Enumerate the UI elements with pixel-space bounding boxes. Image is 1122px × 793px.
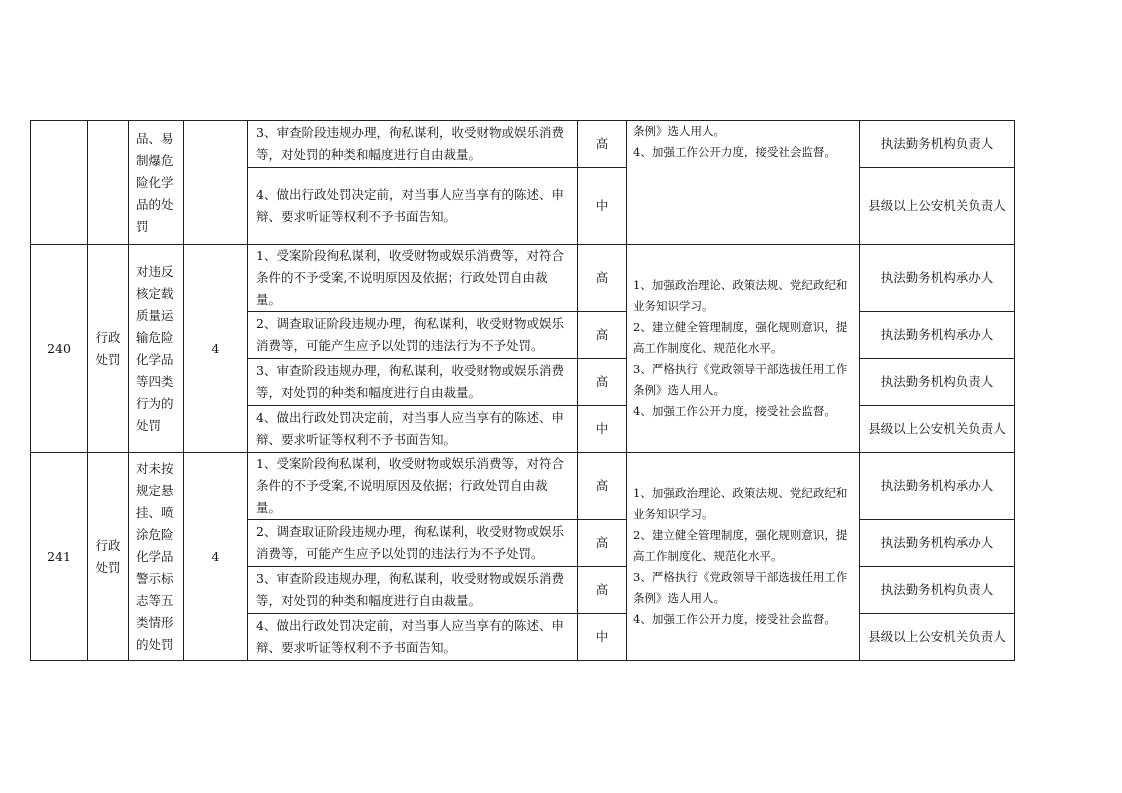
risk-level: 高 — [578, 520, 627, 567]
item-name-line: 险化学 — [136, 174, 174, 190]
risk-count: 4 — [184, 453, 248, 661]
responsible-person: 执法勤务机构负责人 — [860, 359, 1015, 406]
measure-item: 1、加强政治理论、政策法规、党纪政纪和业务知识学习。 — [633, 486, 848, 521]
risk-count — [184, 121, 248, 245]
item-name-line: 类情形 — [136, 614, 174, 630]
item-name-line: 对未按 — [136, 460, 174, 476]
prevention-measures — [627, 453, 860, 661]
prevention-measures — [627, 245, 860, 453]
risk-description: 3、审查阶段违规办理，徇私谋利，收受财物或娱乐消费等，对处罚的种类和幅度进行自由裁量。 — [248, 359, 578, 406]
item-name-line: 质量运 — [136, 307, 174, 323]
risk-description: 2、调查取证阶段违规办理，徇私谋利，收受财物或娱乐消费等，可能产生应予以处罚的违法行为不予处罚。 — [248, 520, 578, 567]
item-name-line: 化学品 — [136, 548, 174, 564]
table-row — [31, 453, 1015, 520]
risk-description: 3、审查阶段违规办理，徇私谋利，收受财物或娱乐消费等，对处罚的种类和幅度进行自由裁量。 — [248, 121, 578, 168]
power-item-name — [129, 453, 184, 661]
risk-description: 4、做出行政处罚决定前，对当事人应当享有的陈述、申辩、要求听证等权利不予书面告知。 — [248, 614, 578, 661]
power-item-name — [129, 121, 184, 245]
risk-level: 高 — [578, 567, 627, 614]
item-name-line: 品、易 — [136, 130, 174, 146]
measure-item: 4、加强工作公开力度，接受社会监督。 — [633, 145, 836, 159]
responsible-person: 县级以上公安机关负责人 — [860, 614, 1015, 661]
item-name-line: 挂、喷 — [136, 504, 174, 520]
responsible-person: 县级以上公安机关负责人 — [860, 406, 1015, 453]
item-name-line: 等四类 — [136, 373, 174, 389]
item-number: 241 — [31, 453, 88, 661]
risk-level: 中 — [578, 168, 627, 245]
risk-count: 4 — [184, 245, 248, 453]
item-name-line: 行为的 — [136, 395, 174, 411]
item-number: 240 — [31, 245, 88, 453]
table-body — [31, 121, 1015, 661]
power-category — [88, 121, 129, 245]
table-row — [31, 245, 1015, 312]
item-number — [31, 121, 88, 245]
risk-level: 高 — [578, 453, 627, 520]
item-name-line: 品的处 — [136, 196, 174, 212]
risk-level: 中 — [578, 406, 627, 453]
responsible-person: 执法勤务机构承办人 — [860, 312, 1015, 359]
risk-description: 3、审查阶段违规办理，徇私谋利，收受财物或娱乐消费等，对处罚的种类和幅度进行自由裁量。 — [248, 567, 578, 614]
risk-table — [30, 120, 1015, 661]
item-name-line: 处罚 — [136, 417, 162, 433]
risk-description: 1、受案阶段徇私谋利，收受财物或娱乐消费等，对符合条件的不予受案,不说明原因及依据；行政处罚自由裁量。 — [248, 245, 578, 312]
power-item-name — [129, 245, 184, 453]
risk-description: 1、受案阶段徇私谋利，收受财物或娱乐消费等，对符合条件的不予受案,不说明原因及依据；行政处罚自由裁量。 — [248, 453, 578, 520]
risk-level: 高 — [578, 359, 627, 406]
item-name-line: 的处罚 — [136, 636, 174, 652]
responsible-person: 执法勤务机构承办人 — [860, 245, 1015, 312]
item-name-line: 化学品 — [136, 351, 174, 367]
risk-level: 高 — [578, 312, 627, 359]
risk-level: 中 — [578, 614, 627, 661]
risk-description: 2、调查取证阶段违规办理，徇私谋利，收受财物或娱乐消费等，可能产生应予以处罚的违法行为不予处罚。 — [248, 312, 578, 359]
item-name-line: 罚 — [136, 218, 149, 234]
measure-item: 条例》选人用人。 — [633, 124, 725, 138]
responsible-person: 执法勤务机构承办人 — [860, 453, 1015, 520]
responsible-person: 县级以上公安机关负责人 — [860, 168, 1015, 245]
measure-item: 2、建立健全管理制度，强化规则意识，提高工作制度化、规范化水平。 — [633, 528, 848, 563]
measure-item: 4、加强工作公开力度，接受社会监督。 — [633, 612, 836, 626]
risk-level: 高 — [578, 245, 627, 312]
table-row — [31, 121, 1015, 168]
item-name-line: 志等五 — [136, 592, 174, 608]
item-name-line: 对违反 — [136, 263, 174, 279]
measure-item: 1、加强政治理论、政策法规、党纪政纪和业务知识学习。 — [633, 278, 848, 313]
responsible-person: 执法勤务机构承办人 — [860, 520, 1015, 567]
power-category: 行政处罚 — [88, 245, 129, 453]
item-name-line: 警示标 — [136, 570, 174, 586]
responsible-person: 执法勤务机构负责人 — [860, 567, 1015, 614]
power-category: 行政处罚 — [88, 453, 129, 661]
risk-description: 4、做出行政处罚决定前，对当事人应当享有的陈述、申辩、要求听证等权利不予书面告知。 — [248, 168, 578, 245]
responsible-person: 执法勤务机构负责人 — [860, 121, 1015, 168]
risk-level: 高 — [578, 121, 627, 168]
item-name-line: 规定悬 — [136, 482, 174, 498]
risk-description: 4、做出行政处罚决定前，对当事人应当享有的陈述、申辩、要求听证等权利不予书面告知。 — [248, 406, 578, 453]
measure-item: 3、严格执行《党政领导干部选拔任用工作条例》选人用人。 — [633, 570, 848, 605]
prevention-measures — [627, 121, 860, 245]
measure-item: 3、严格执行《党政领导干部选拔任用工作条例》选人用人。 — [633, 362, 848, 397]
item-name-line: 输危险 — [136, 329, 174, 345]
item-name-line: 制爆危 — [136, 152, 174, 168]
item-name-line: 核定载 — [136, 285, 174, 301]
item-name-line: 涂危险 — [136, 526, 174, 542]
measure-item: 2、建立健全管理制度，强化规则意识，提高工作制度化、规范化水平。 — [633, 320, 848, 355]
measure-item: 4、加强工作公开力度，接受社会监督。 — [633, 404, 836, 418]
